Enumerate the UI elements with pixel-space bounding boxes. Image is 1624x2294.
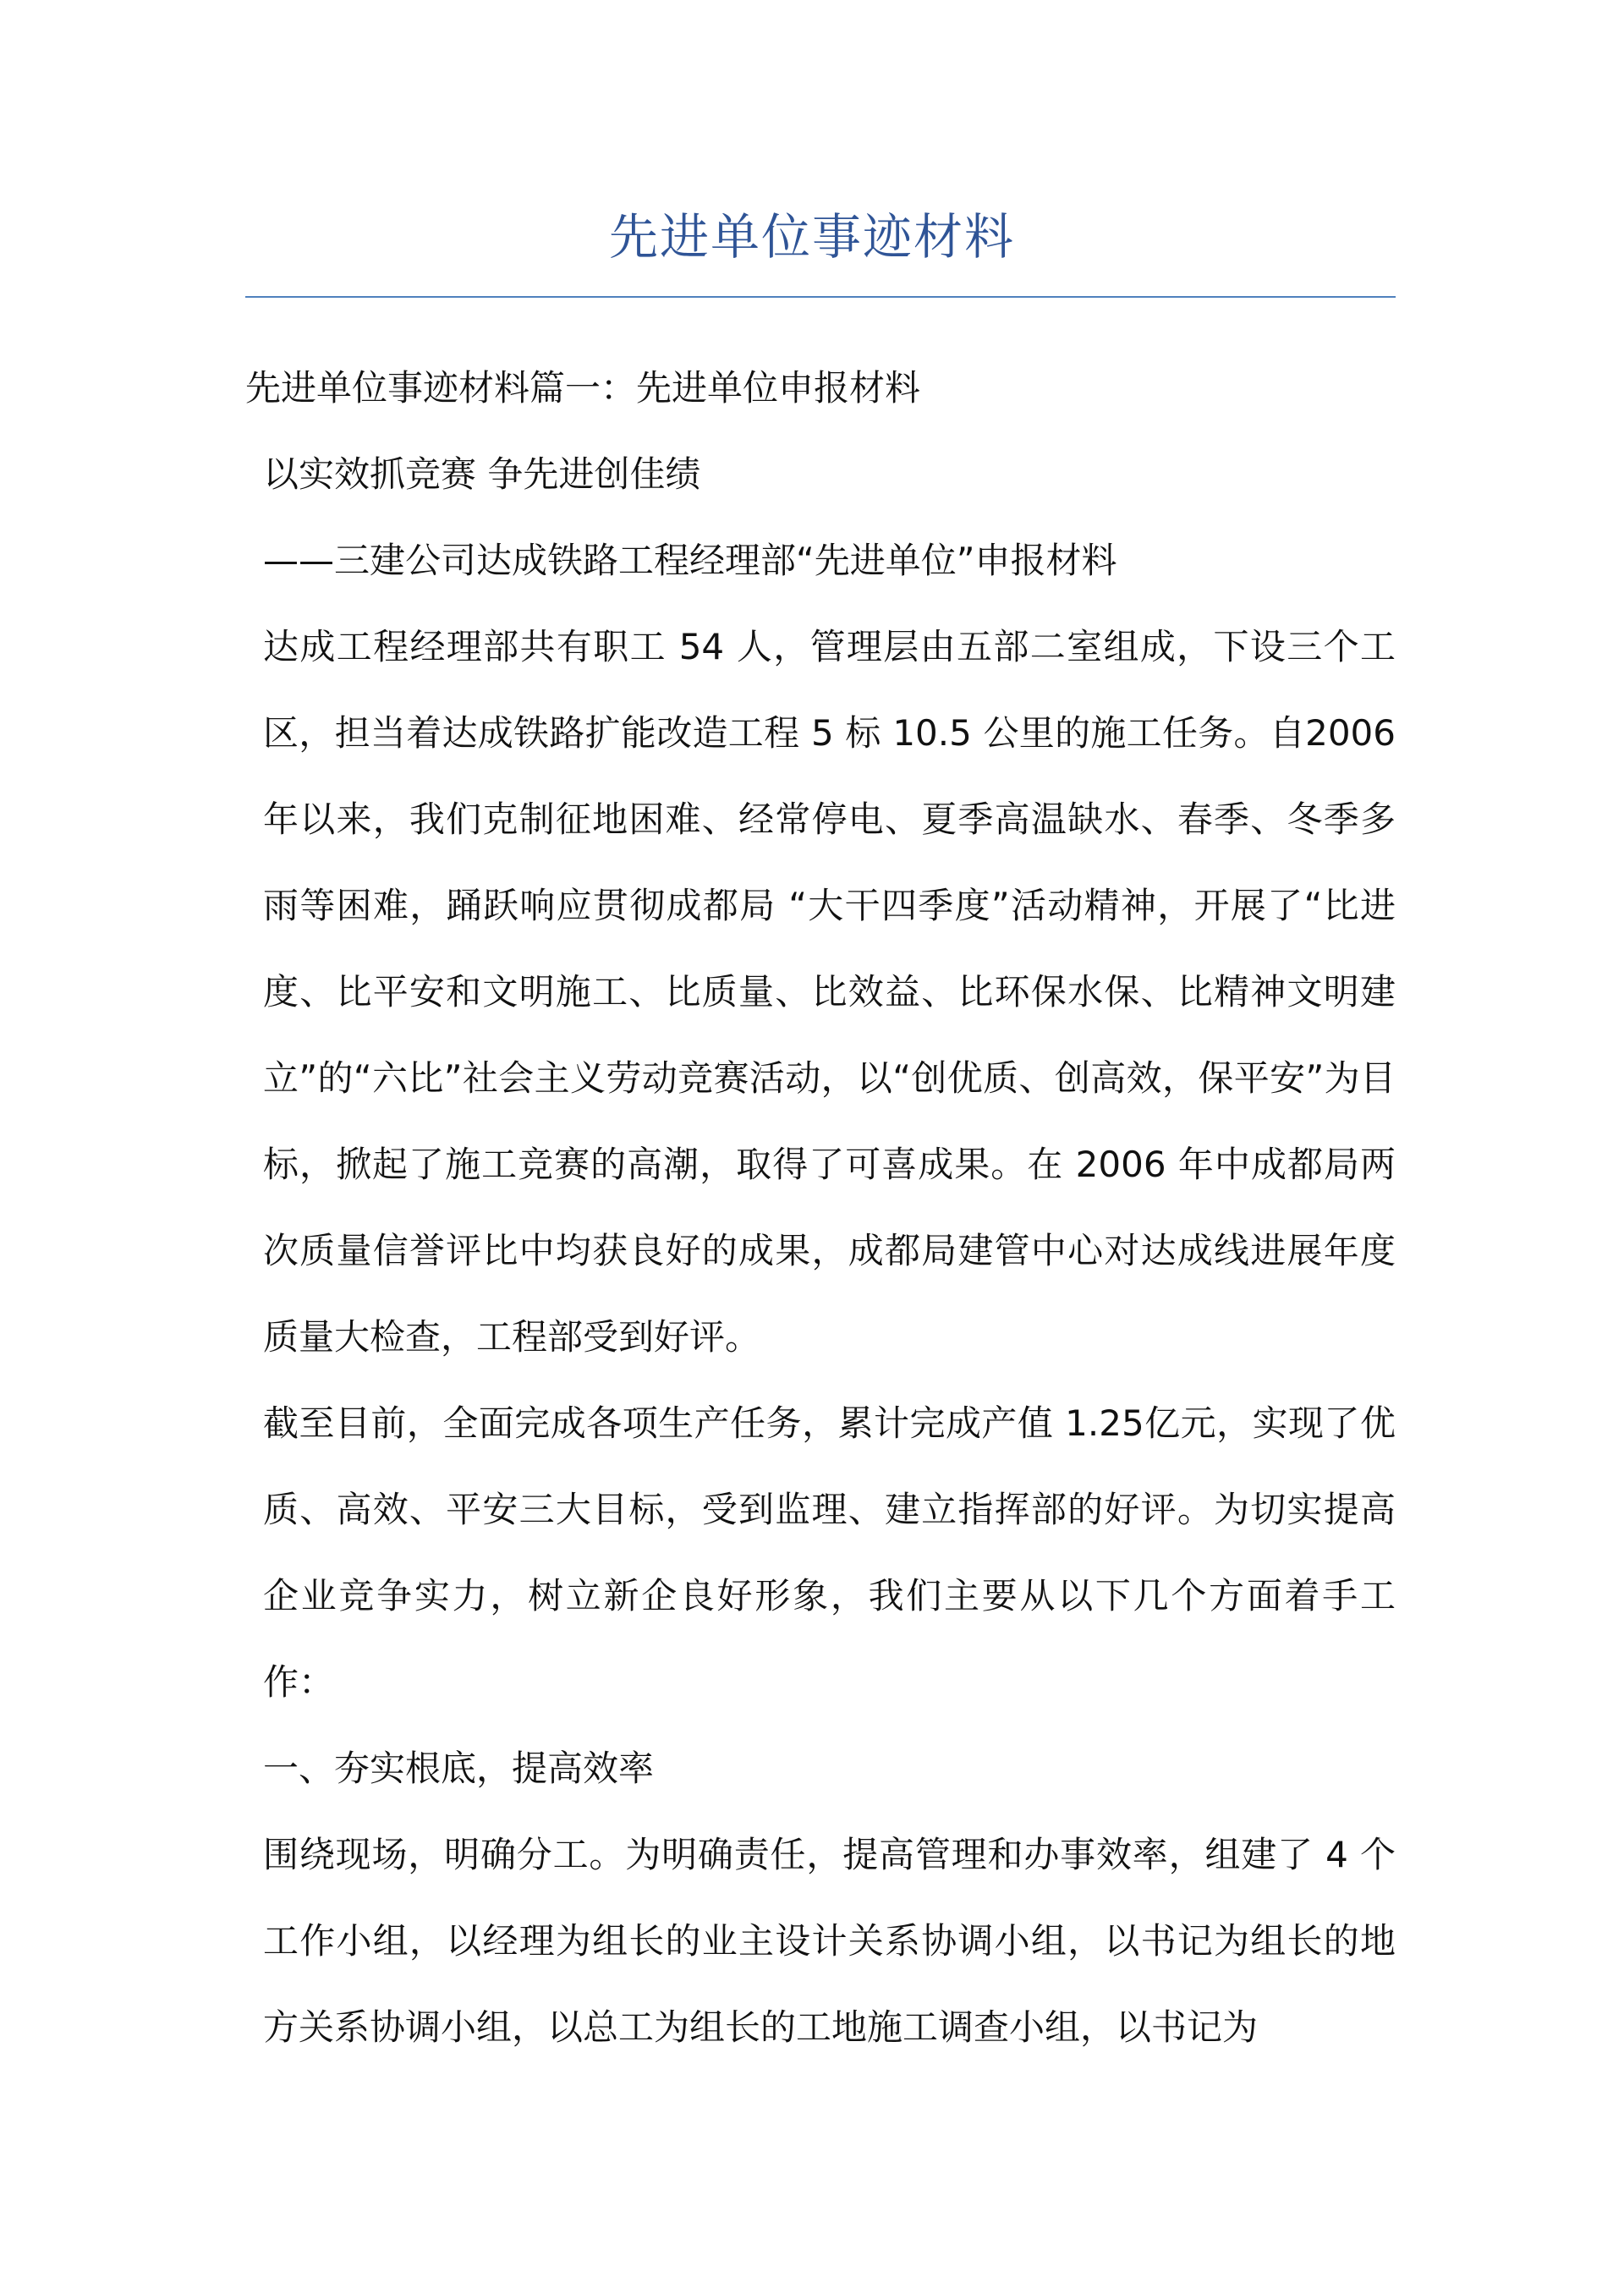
document-body [245,345,1396,2071]
body-paragraph: 围绕现场，明确分工。为明确责任，提高管理和办事效率，组建了 4 个工作小组，以经理为组长的业主设计关系协调小组，以书记为组长的地方关系协调小组，以总工为组长的工地施工调查小组，以书记为 [263,1834,1396,2048]
title-underline [245,296,1396,298]
subtitle-dash-line: ——三建公司达成铁路工程经理部“先进单位”申报材料 [263,540,1117,581]
section-heading: 先进单位事迹材料篇一：先进单位申报材料 [245,367,921,409]
body-paragraph: 达成工程经理部共有职工 54 人，管理层由五部二室组成，下设三个工区，担当着达成铁路扩能改造工程 5 标 10.5 公里的施工任务。自2006 年以来，我们克制征地困难、经常停电、夏季高温缺水、春季、冬季多雨等困难，踊跃响应贯彻成都局 “大干四季度”活动精神，开展了“比进度、比平安和文明施工、比质量、比效益、比环保水保、比精神文明建立”的“六比”社会主义劳动竞赛活动，以“创优质、创高效，保平安”为目标，掀起了施工竞赛的高潮，取得了可喜成果。在 2006 年中成都局两次质量信誉评比中均获良好的成果，成都局建管中心对达成线进展年度质量大检查，工程部受到好评。 [263,626,1396,1358]
numbered-heading: 一、夯实根底，提高效率 [263,1748,655,1789]
body-paragraph: 截至目前，全面完成各项生产任务，累计完成产值 1.25亿元，实现了优质、高效、平安三大目标，受到监理、建立指挥部的好评。为切实提高企业竞争实力，树立新企良好形象，我们主要从以下几个方面着手工作： [263,1402,1396,1703]
document-title: 先进单位事迹材料 [608,208,1015,266]
subtitle-line: 以实效抓竞赛 争先进创佳绩 [263,453,701,495]
